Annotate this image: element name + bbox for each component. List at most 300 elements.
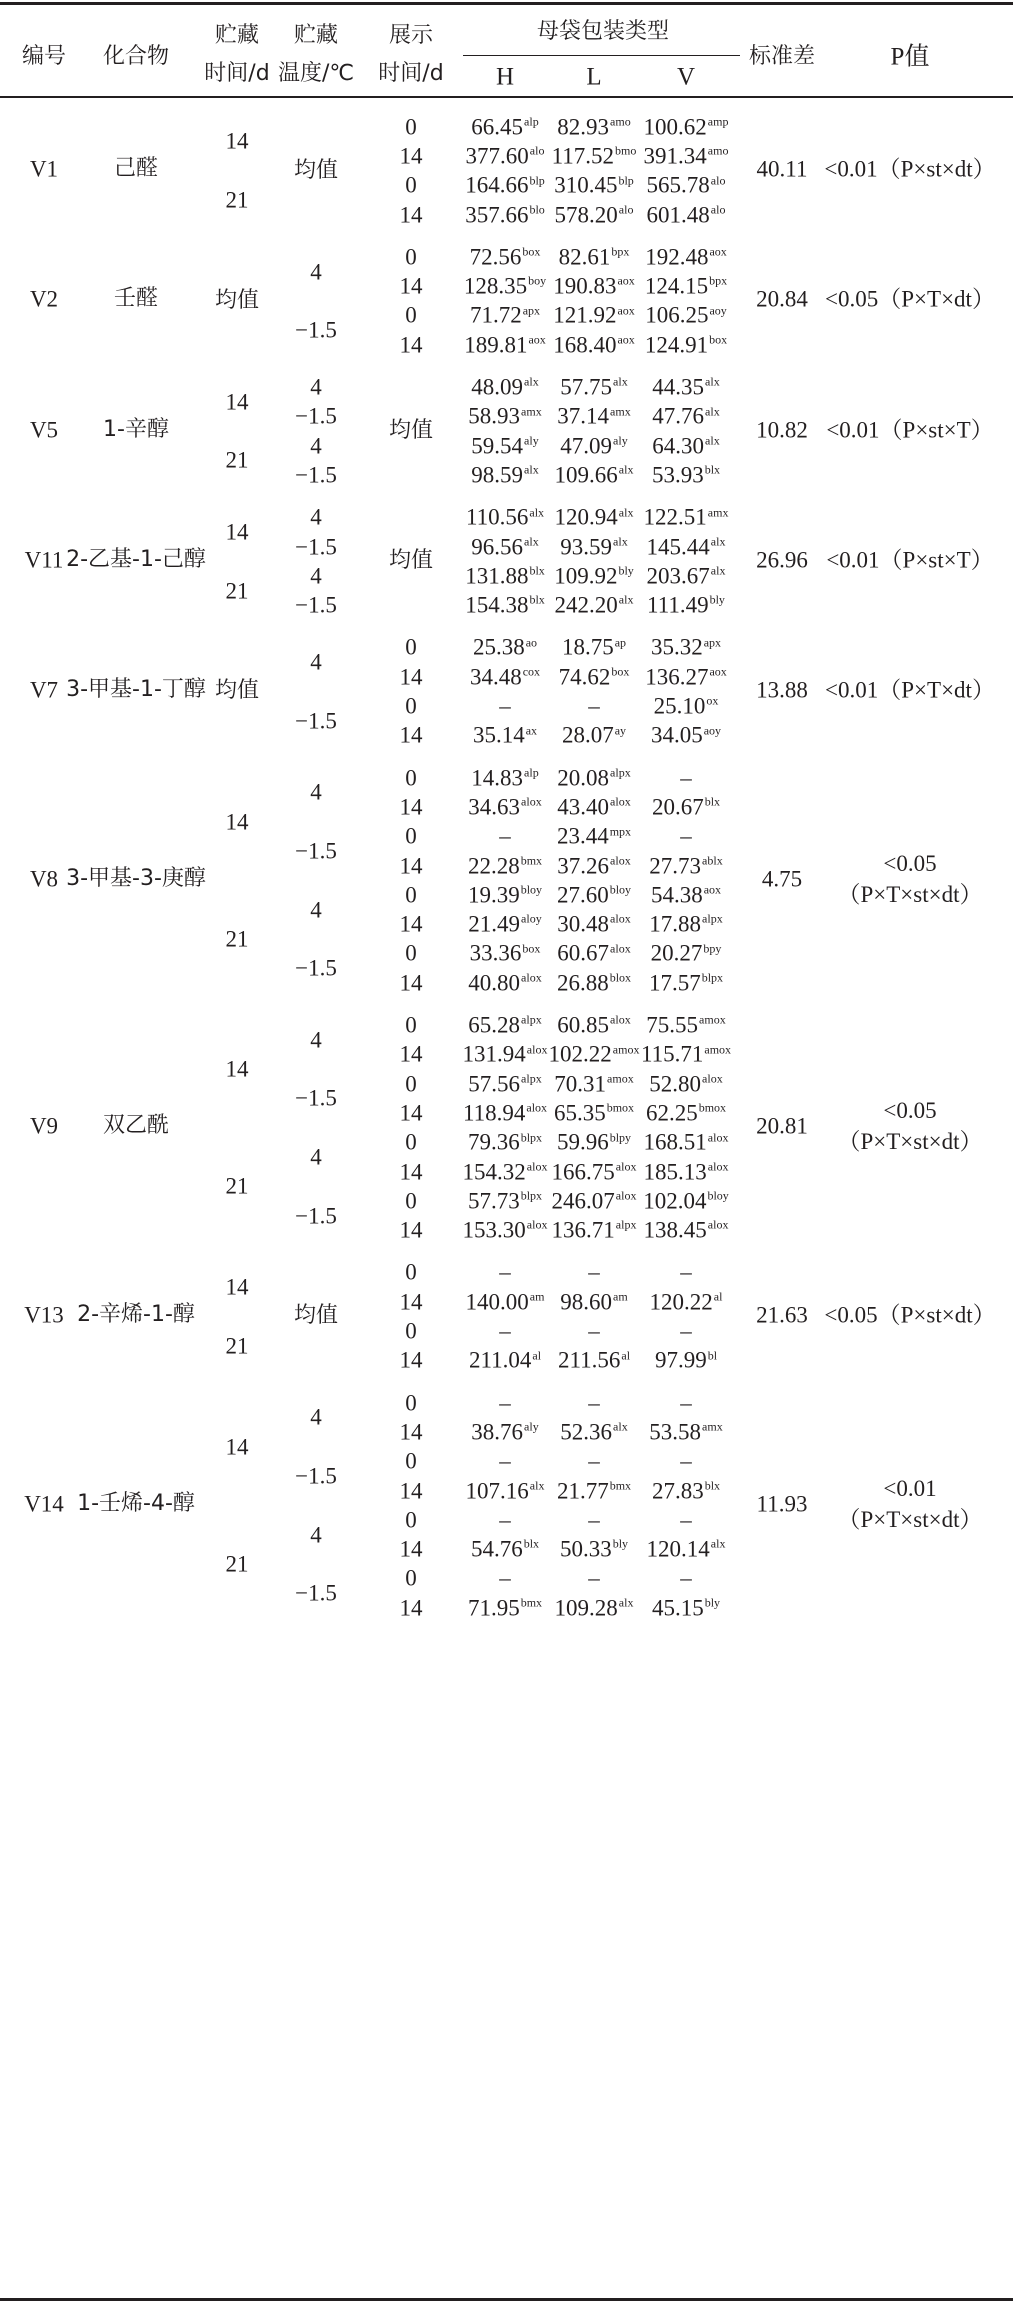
value-L: –	[588, 1259, 600, 1285]
significance-letters: alpx	[615, 1217, 637, 1232]
value-L: $60.67^{alox}$	[557, 940, 631, 966]
value-H: $65.28^{alpx}$	[468, 1012, 542, 1038]
significance-letters: alp	[524, 114, 539, 129]
value-L: $37.26^{alox}$	[557, 852, 631, 878]
significance-letters: alx	[524, 462, 539, 477]
standard-deviation: 13.88	[756, 677, 808, 703]
value-L: $82.93^{amo}$	[557, 113, 631, 139]
storage-temp: 4	[310, 374, 322, 400]
value-L: –	[588, 693, 600, 719]
value-H: $33.36^{box}$	[469, 940, 541, 966]
value-V: $192.48^{aox}$	[645, 244, 727, 270]
significance-letters: alo	[710, 172, 726, 187]
compound-id: V5	[29, 416, 59, 442]
p-value-line: <0.01（P×st×T）	[826, 417, 994, 443]
storage-temp: −1.5	[295, 1085, 337, 1111]
significance-letters: blp	[618, 172, 634, 187]
significance-letters: mpx	[609, 823, 632, 838]
value-H: $154.32^{alox}$	[462, 1158, 548, 1184]
value-L: $21.77^{bmx}$	[556, 1477, 632, 1503]
value-L: –	[588, 1507, 600, 1533]
p-value	[838, 1473, 983, 1535]
display-time: 0	[405, 244, 417, 270]
storage-temp: 4	[310, 432, 322, 458]
significance-letters: box	[611, 664, 630, 679]
significance-letters: alox	[615, 1159, 637, 1174]
header-display-time-1: 展示	[388, 22, 434, 48]
significance-letters: alp	[524, 765, 539, 780]
display-time: 0	[405, 823, 417, 849]
significance-letters: amx	[702, 1419, 723, 1434]
storage-time: 均值	[214, 287, 260, 313]
storage-time: 14	[225, 389, 249, 415]
value-L: $168.40^{aox}$	[553, 332, 635, 358]
value-V: $122.51^{amx}$	[643, 504, 729, 530]
value-L: $50.33^{bly}$	[559, 1536, 629, 1562]
display-time: 0	[405, 302, 417, 328]
value-L: $242.20^{alx}$	[554, 592, 634, 618]
value-H: $71.95^{bmx}$	[467, 1595, 543, 1621]
storage-temp: −1.5	[295, 1463, 337, 1489]
value-V: $75.55^{amox}$	[646, 1012, 726, 1038]
significance-letters: blx	[704, 462, 721, 477]
significance-letters: alox	[702, 1071, 723, 1086]
value-V: –	[680, 1318, 692, 1344]
significance-letters: blx	[529, 592, 545, 607]
storage-temp: −1.5	[295, 462, 337, 488]
top-rule	[0, 2, 1013, 5]
storage-temp: 4	[310, 1404, 322, 1430]
significance-letters: bloy	[520, 882, 543, 897]
storage-time: 14	[225, 808, 249, 834]
display-time: 14	[399, 1536, 423, 1562]
compound-id: V7	[29, 677, 59, 703]
storage-temp: −1.5	[295, 838, 337, 864]
significance-letters: am	[529, 1289, 545, 1304]
significance-letters: alx	[710, 563, 726, 578]
significance-letters: amx	[521, 404, 542, 419]
header-storage-temp-1: 贮藏	[293, 22, 339, 48]
significance-letters: ao	[525, 635, 538, 650]
value-L: $109.66^{alx}$	[554, 462, 634, 488]
value-H: $118.94^{alox}$	[462, 1100, 548, 1126]
significance-letters: alpx	[521, 1071, 542, 1086]
significance-letters: alox	[707, 1129, 729, 1144]
value-V: –	[680, 1448, 692, 1474]
header-display-time-2: 时间/d	[378, 60, 444, 86]
display-time: 0	[405, 764, 417, 790]
storage-time: 21	[225, 187, 249, 213]
compound-id: V14	[24, 1491, 64, 1517]
value-L: $26.88^{blox}$	[556, 970, 632, 996]
storage-temp: −1.5	[295, 708, 337, 734]
significance-letters: alx	[705, 433, 720, 448]
significance-letters: box	[522, 244, 541, 259]
value-L: $37.14^{amx}$	[557, 403, 631, 429]
compound-id: V1	[29, 156, 59, 182]
display-time: 0	[405, 1448, 417, 1474]
significance-letters: aox	[528, 332, 546, 347]
storage-time: 21	[225, 926, 249, 952]
storage-temp: −1.5	[295, 317, 337, 343]
significance-letters: alx	[705, 374, 720, 389]
value-H: –	[499, 823, 511, 849]
p-value	[826, 414, 993, 445]
value-H: $107.16^{alx}$	[465, 1477, 545, 1503]
display-time: 14	[399, 1100, 423, 1126]
display-time: 14	[399, 1595, 423, 1621]
value-H: $140.00^{am}$	[465, 1289, 545, 1315]
significance-letters: bly	[709, 592, 725, 607]
value-V: –	[680, 1565, 692, 1591]
storage-temp: 均值	[293, 157, 339, 183]
header-storage-time-1: 贮藏	[214, 22, 260, 48]
significance-letters: ay	[614, 723, 627, 738]
value-L: $65.35^{bmox}$	[553, 1100, 635, 1126]
value-L: $166.75^{alox}$	[551, 1158, 637, 1184]
value-L: $136.71^{alpx}$	[551, 1217, 637, 1243]
significance-letters: alox	[610, 794, 631, 809]
significance-letters: alx	[524, 374, 539, 389]
significance-letters: alo	[710, 202, 726, 217]
value-L: $93.59^{alx}$	[560, 533, 628, 559]
storage-temp: 4	[310, 1521, 322, 1547]
significance-letters: alox	[707, 1159, 729, 1174]
significance-letters: apx	[703, 635, 722, 650]
significance-letters: alox	[521, 794, 542, 809]
header-id: 编号	[21, 43, 67, 69]
significance-letters: aly	[524, 1419, 539, 1434]
value-L: $18.75^{ap}$	[561, 634, 627, 660]
significance-letters: blpx	[701, 970, 724, 985]
value-V: $106.25^{aoy}$	[645, 302, 727, 328]
value-H: $57.56^{alpx}$	[468, 1070, 542, 1096]
value-L: $310.45^{blp}$	[554, 172, 634, 198]
significance-letters: bmox	[606, 1100, 635, 1115]
value-V: $111.49^{bly}$	[647, 592, 725, 618]
significance-letters: bly	[612, 1536, 629, 1551]
value-H: $96.56^{alx}$	[471, 533, 539, 559]
value-V: $17.57^{blpx}$	[648, 970, 724, 996]
value-H: $66.45^{alp}$	[471, 113, 539, 139]
display-time: 14	[399, 201, 423, 227]
p-value-line: <0.05（P×T×dt）	[825, 286, 995, 312]
value-L: –	[588, 1448, 600, 1474]
value-H: $357.66^{blo}$	[465, 201, 545, 227]
value-V: $52.80^{alox}$	[649, 1070, 723, 1096]
compound-id: V8	[29, 866, 59, 892]
significance-letters: amx	[610, 404, 631, 419]
significance-letters: amox	[607, 1071, 634, 1086]
significance-letters: blx	[523, 1536, 540, 1551]
standard-deviation: 40.11	[756, 156, 808, 182]
value-H: $57.73^{blpx}$	[467, 1188, 543, 1214]
significance-letters: ax	[525, 723, 538, 738]
significance-letters: alox	[610, 853, 631, 868]
display-time: 0	[405, 634, 417, 660]
value-V: $17.88^{alpx}$	[649, 911, 723, 937]
significance-letters: alpx	[610, 765, 631, 780]
display-time: 14	[399, 1419, 423, 1445]
significance-letters: bmx	[520, 853, 543, 868]
display-time: 14	[399, 970, 423, 996]
significance-letters: aoy	[709, 303, 727, 318]
display-time: 14	[399, 273, 423, 299]
storage-temp: 4	[310, 258, 322, 284]
value-V: $102.04^{bloy}$	[643, 1188, 729, 1214]
value-L: $117.52^{bmo}$	[551, 143, 637, 169]
significance-letters: cox	[522, 664, 541, 679]
value-H: $153.30^{alox}$	[462, 1217, 548, 1243]
value-L: $109.28^{alx}$	[554, 1595, 634, 1621]
value-V: –	[680, 764, 692, 790]
value-H: $21.49^{aloy}$	[468, 911, 542, 937]
storage-temp: −1.5	[295, 1202, 337, 1228]
significance-letters: amox	[612, 1042, 640, 1057]
display-time: 均值	[388, 548, 434, 574]
value-V: $391.34^{amo}$	[643, 143, 729, 169]
compound-name: 1-辛醇	[103, 416, 169, 442]
value-V: $601.48^{alo}$	[646, 201, 726, 227]
significance-letters: alx	[705, 404, 720, 419]
storage-temp: 4	[310, 649, 322, 675]
display-time: 14	[399, 143, 423, 169]
value-L: $190.83^{aox}$	[553, 273, 635, 299]
bottom-rule	[0, 2298, 1013, 2301]
value-H: –	[499, 1259, 511, 1285]
value-L: $57.75^{alx}$	[560, 374, 628, 400]
display-time: 14	[399, 1041, 423, 1067]
significance-letters: amox	[704, 1042, 732, 1057]
value-L: $23.44^{mpx}$	[556, 823, 632, 849]
significance-letters: box	[522, 941, 541, 956]
value-H: –	[499, 1318, 511, 1344]
significance-letters: alx	[618, 462, 634, 477]
value-V: –	[680, 823, 692, 849]
significance-letters: bpx	[611, 244, 630, 259]
display-time: 14	[399, 1217, 423, 1243]
value-L: $27.60^{bloy}$	[556, 882, 632, 908]
significance-letters: bly	[618, 563, 634, 578]
value-V: $45.15^{bly}$	[651, 1595, 721, 1621]
value-H: $19.39^{bloy}$	[467, 882, 543, 908]
value-L: $74.62^{box}$	[558, 664, 630, 690]
storage-time: 21	[225, 1173, 249, 1199]
significance-letters: blpx	[520, 1129, 543, 1144]
storage-temp: −1.5	[295, 403, 337, 429]
significance-letters: aox	[617, 303, 635, 318]
value-L: $578.20^{alo}$	[554, 201, 634, 227]
compound-name: 3-甲基-1-丁醇	[66, 676, 206, 702]
p-value	[825, 284, 995, 315]
value-L: $59.96^{blpy}$	[556, 1129, 632, 1155]
value-V: $120.14^{alx}$	[646, 1536, 726, 1562]
value-L: $82.61^{bpx}$	[558, 244, 630, 270]
significance-letters: bmo	[615, 143, 637, 158]
significance-letters: bpx	[709, 273, 728, 288]
value-V: $100.62^{amp}$	[643, 113, 729, 139]
value-H: $72.56^{box}$	[469, 244, 541, 270]
value-H: $131.88^{blx}$	[465, 563, 545, 589]
significance-letters: ap	[614, 635, 627, 650]
significance-letters: blx	[704, 794, 721, 809]
value-H: $22.28^{bmx}$	[467, 852, 543, 878]
p-value	[824, 1299, 995, 1330]
significance-letters: blx	[529, 563, 545, 578]
significance-letters: aox	[617, 273, 635, 288]
value-H: –	[499, 1565, 511, 1591]
value-L: –	[588, 1565, 600, 1591]
bag-type-underline	[463, 55, 740, 56]
storage-time: 14	[225, 128, 249, 154]
value-H: $98.59^{alx}$	[471, 462, 539, 488]
significance-letters: bloy	[707, 1188, 729, 1203]
significance-letters: blo	[529, 202, 545, 217]
compound-name: 1-壬烯-4-醇	[77, 1490, 195, 1516]
storage-time: 14	[225, 1433, 249, 1459]
compound-name: 壬醛	[113, 286, 159, 312]
standard-deviation: 10.82	[756, 416, 808, 442]
storage-temp: −1.5	[295, 533, 337, 559]
display-time: 0	[405, 113, 417, 139]
compound-name: 双乙酰	[102, 1113, 170, 1139]
header-p-value: P值	[890, 43, 930, 71]
value-V: $138.45^{alox}$	[643, 1217, 729, 1243]
value-H: $79.36^{blpx}$	[467, 1129, 543, 1155]
value-V: $20.27^{bpy}$	[650, 940, 722, 966]
value-V: $168.51^{alox}$	[643, 1129, 729, 1155]
display-time: 0	[405, 1507, 417, 1533]
storage-time: 14	[225, 1274, 249, 1300]
display-time: 14	[399, 1158, 423, 1184]
value-L: –	[588, 1318, 600, 1344]
display-time: 0	[405, 1129, 417, 1155]
significance-letters: al	[713, 1289, 723, 1304]
significance-letters: amp	[707, 114, 729, 129]
value-V: $136.27^{aox}$	[645, 664, 727, 690]
significance-letters: aoy	[703, 723, 722, 738]
significance-letters: alx	[710, 1536, 726, 1551]
value-H: –	[499, 1448, 511, 1474]
significance-letters: amo	[707, 143, 729, 158]
storage-temp: −1.5	[295, 592, 337, 618]
display-time: 0	[405, 1565, 417, 1591]
value-L: $109.92^{bly}$	[554, 563, 634, 589]
display-time: 0	[405, 1259, 417, 1285]
p-value	[838, 1095, 983, 1157]
value-H: $59.54^{aly}$	[471, 432, 539, 458]
significance-letters: amo	[610, 114, 631, 129]
display-time: 0	[405, 1070, 417, 1096]
storage-time: 14	[225, 1056, 249, 1082]
significance-letters: blp	[529, 172, 545, 187]
significance-letters: bpy	[703, 941, 722, 956]
significance-letters: blpy	[609, 1129, 632, 1144]
significance-letters: alox	[526, 1159, 548, 1174]
compound-id: V13	[24, 1302, 64, 1328]
compound-name: 2-乙基-1-己醇	[66, 546, 206, 572]
header-bag-V: V	[676, 63, 696, 91]
storage-time: 21	[225, 577, 249, 603]
p-value	[825, 674, 995, 705]
value-H: $25.38^{ao}$	[472, 634, 538, 660]
significance-letters: alox	[521, 970, 542, 985]
display-time: 0	[405, 882, 417, 908]
value-H: $34.48^{cox}$	[469, 664, 541, 690]
value-V: $62.25^{bmox}$	[645, 1100, 727, 1126]
significance-letters: alo	[529, 143, 545, 158]
value-H: $128.35^{boy}$	[463, 273, 547, 299]
value-V: $120.22^{al}$	[649, 1289, 723, 1315]
storage-temp: 4	[310, 504, 322, 530]
storage-time: 21	[225, 1551, 249, 1577]
value-L: $47.09^{aly}$	[560, 432, 628, 458]
value-L: $121.92^{aox}$	[553, 302, 635, 328]
value-V: $53.93^{blx}$	[651, 462, 721, 488]
value-H: $48.09^{alx}$	[471, 374, 539, 400]
significance-letters: ox	[706, 693, 719, 708]
compound-id: V2	[29, 286, 59, 312]
header-storage-temp-2: 温度/℃	[277, 60, 355, 86]
p-value-line: <0.05（P×st×dt）	[824, 1302, 996, 1328]
value-V: $124.91^{box}$	[644, 332, 728, 358]
value-V: –	[680, 1507, 692, 1533]
significance-letters: alox	[707, 1217, 729, 1232]
value-V: $27.83^{blx}$	[651, 1477, 721, 1503]
significance-letters: aox	[703, 882, 722, 897]
storage-temp: 4	[310, 1027, 322, 1053]
value-H: $377.60^{alo}$	[465, 143, 545, 169]
value-H: $211.04^{al}$	[468, 1347, 542, 1373]
significance-letters: bmx	[520, 1595, 543, 1610]
display-time: 14	[399, 1477, 423, 1503]
significance-letters: alx	[618, 592, 634, 607]
value-H: –	[499, 1389, 511, 1415]
header-bag-H: H	[495, 63, 515, 91]
p-value-line: （P×T×st×dt）	[837, 1129, 983, 1155]
p-value-line: <0.05	[883, 1098, 937, 1124]
value-H: $14.83^{alp}$	[471, 764, 539, 790]
display-time: 0	[405, 693, 417, 719]
storage-temp: 4	[310, 563, 322, 589]
storage-temp: 均值	[293, 1303, 339, 1329]
significance-letters: aox	[709, 664, 727, 679]
standard-deviation: 20.84	[756, 286, 808, 312]
significance-letters: alox	[610, 911, 631, 926]
p-value-line: <0.01	[883, 1475, 937, 1501]
value-V: $203.67^{alx}$	[646, 563, 726, 589]
significance-letters: boy	[528, 273, 547, 288]
storage-time: 14	[225, 519, 249, 545]
p-value-line: （P×T×st×dt）	[837, 1506, 983, 1532]
value-L: $98.60^{am}$	[560, 1289, 628, 1315]
display-time: 0	[405, 940, 417, 966]
value-V: –	[680, 1389, 692, 1415]
header-rule	[0, 96, 1013, 98]
display-time: 0	[405, 1389, 417, 1415]
display-time: 0	[405, 1188, 417, 1214]
significance-letters: ablx	[702, 853, 723, 868]
value-H: $34.63^{alox}$	[468, 794, 542, 820]
display-time: 14	[399, 332, 423, 358]
p-value-line: <0.05	[883, 850, 937, 876]
storage-temp: −1.5	[295, 955, 337, 981]
value-H: $164.66^{blp}$	[465, 172, 545, 198]
significance-letters: alox	[610, 1012, 631, 1027]
significance-letters: amox	[699, 1012, 726, 1027]
value-L: $60.85^{alox}$	[557, 1012, 631, 1038]
display-time: 14	[399, 1347, 423, 1373]
